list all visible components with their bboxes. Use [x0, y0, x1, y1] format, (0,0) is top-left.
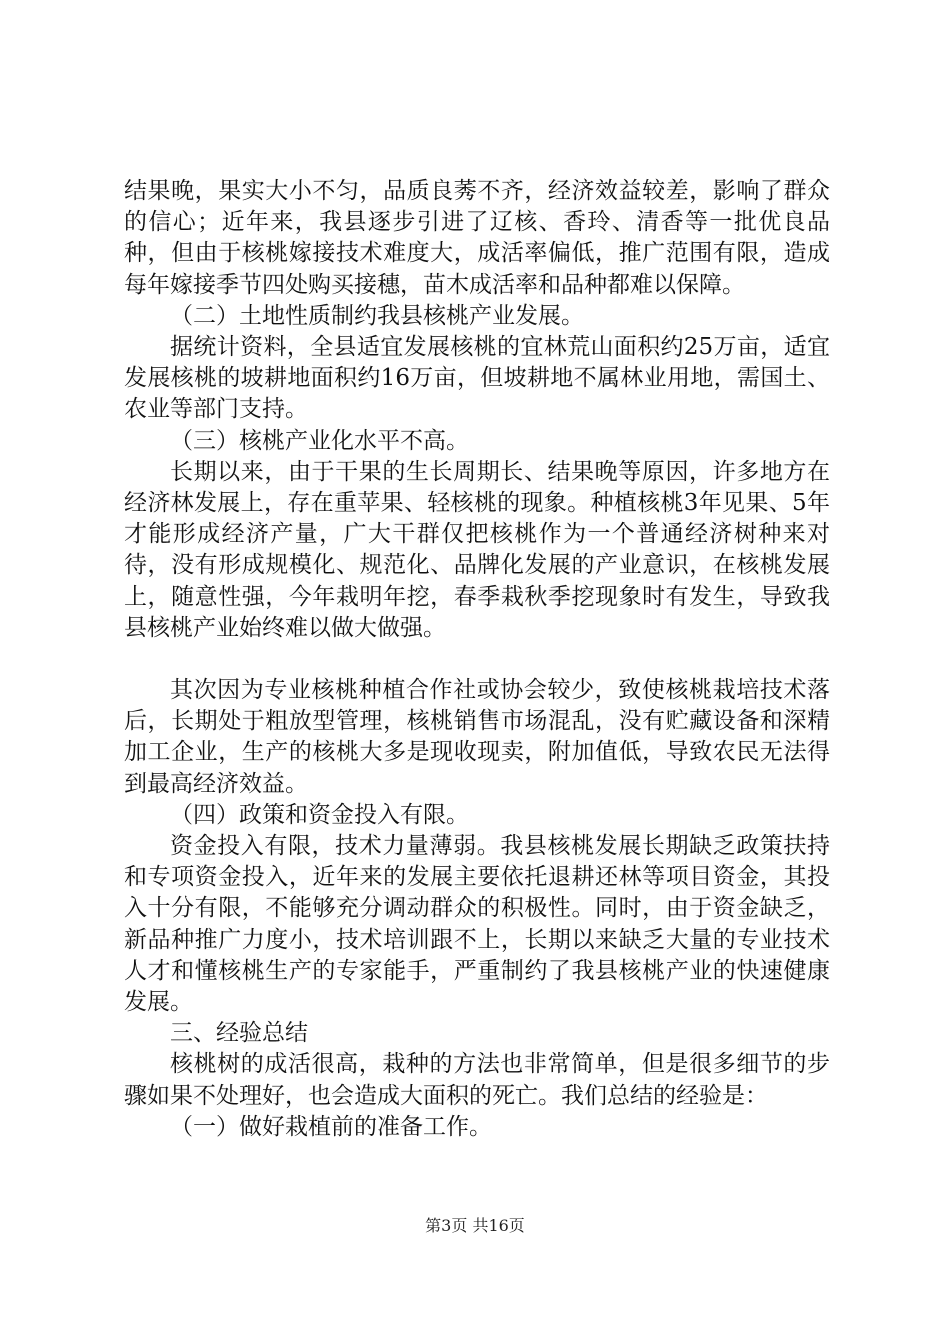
paragraph-cooperatives: 其次因为专业核桃种植合作社或协会较少，致使核桃栽培技术落后，长期处于粗放型管理，核桃销售市场混乱，没有贮藏设备和深精加工企业，生产的核桃大多是现收现卖，附加值低，导致农民无法得到最高经济效益。	[124, 677, 830, 797]
paragraph-experience-intro: 核桃树的成活很高，栽种的方法也非常简单，但是很多细节的步骤如果不处理好，也会造成大面积的死亡。我们总结的经验是：	[124, 1051, 830, 1109]
section-heading-3: （三）核桃产业化水平不高。	[170, 427, 469, 454]
paragraph-funding: 资金投入有限，技术力量薄弱。我县核桃发展长期缺乏政策扶持和专项资金投入，近年来的发展主要依托退耕还林等项目资金，其投入十分有限，不能够充分调动群众的积极性。同时，由于资金缺乏，新品种推广力度小，技术培训跟不上，长期以来缺乏大量的专业技术人才和懂核桃生产的专家能手，严重制约了我县核桃产业的快速健康发展。	[124, 833, 830, 1016]
chapter-heading-experience: 三、经验总结	[170, 1020, 308, 1047]
paragraph-continuation: 结果晚，果实大小不匀，品质良莠不齐，经济效益较差，影响了群众的信心；近年来，我县逐步引进了辽核、香玲、清香等一批优良品种，但由于核桃嫁接技术难度大，成活率偏低，推广范围有限，造成每年嫁接季节四处购买接穗，苗木成活率和品种都难以保障。	[124, 178, 830, 298]
section-heading-2: （二）土地性质制约我县核桃产业发展。	[170, 302, 584, 329]
paragraph-land-statistics: 据统计资料，全县适宜发展核桃的宜林荒山面积约25万亩，适宜发展核桃的坡耕地面积约16万亩，但坡耕地不属林业用地，需国土、农业等部门支持。	[124, 334, 830, 423]
paragraph-gap	[124, 644, 830, 675]
page-number-footer: 第3页 共16页	[425, 1216, 525, 1235]
document-body	[124, 176, 830, 1143]
section-heading-preparation: （一）做好栽植前的准备工作。	[170, 1113, 492, 1140]
paragraph-industrialization: 长期以来，由于干果的生长周期长、结果晚等原因，许多地方在经济林发展上，存在重苹果、轻核桃的现象。种植核桃3年见果、5年才能形成经济产量，广大干群仅把核桃作为一个普通经济树种来对待，没有形成规模化、规范化、品牌化发展的产业意识，在核桃发展上，随意性强，今年栽明年挖，春季栽秋季挖现象时有发生，导致我县核桃产业始终难以做大做强。	[124, 458, 830, 641]
section-heading-4: （四）政策和资金投入有限。	[170, 801, 469, 828]
